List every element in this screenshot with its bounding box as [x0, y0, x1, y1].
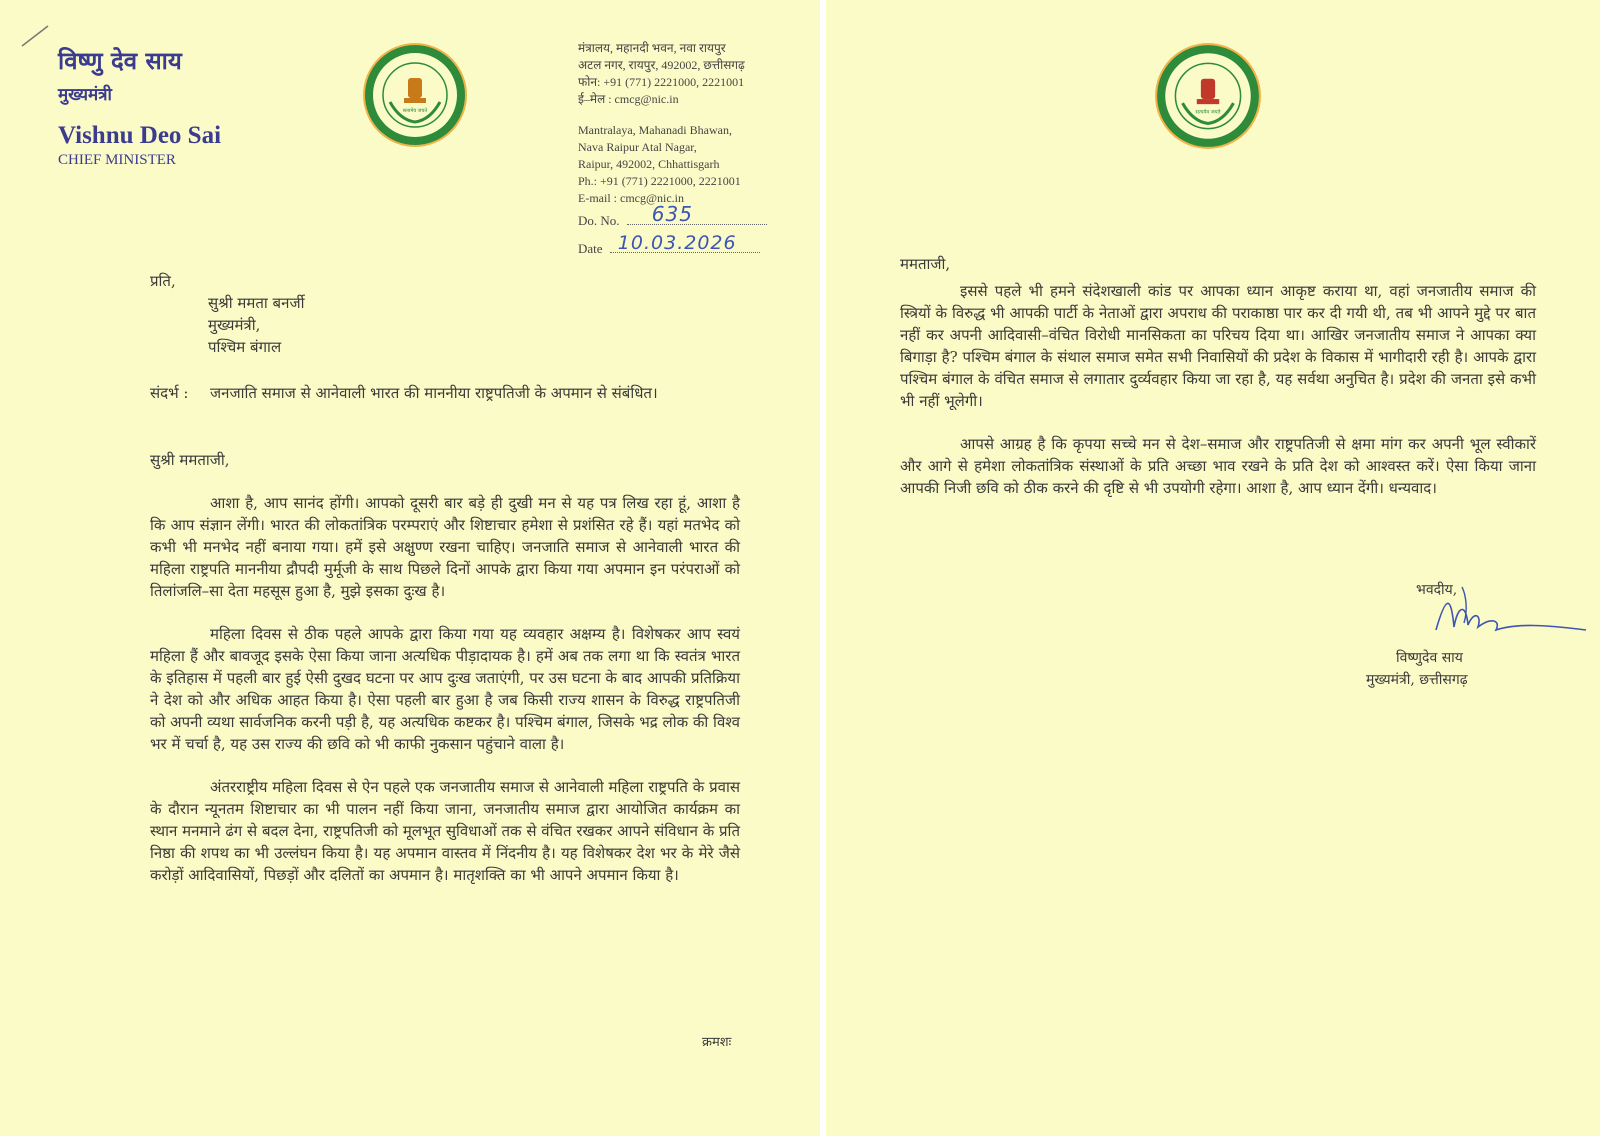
subject-block	[150, 382, 740, 404]
do-number-label: Do. No.	[578, 213, 620, 228]
recipient-line: मुख्यमंत्री,	[208, 316, 261, 334]
subject-text: जनजाति समाज से आनेवाली भारत की माननीया राष्ट्रपतिजी के अपमान से संबंधित।	[210, 384, 658, 402]
body-paragraph: आपसे आग्रह है कि कृपया सच्चे मन से देश–समाज और राष्ट्रपतिजी से क्षमा मांग कर अपनी भूल स्वीकारें और आगे से हमेशा लोकतांत्रिक संस्थाओं के प्रति अच्छा भाव रखने के प्रति देश को आश्वस्त करें। ऐसा किया जाना आपकी निजी छवि को ठीक करने की दृष्टि से भी उपयोगी रहेगा। आशा है, आप ध्यान देंगी। धन्यवाद।	[900, 435, 1536, 497]
address-line: Raipur, 492002, Chhattisgarh	[578, 157, 720, 171]
address-line: Mantralaya, Mahanadi Bhawan,	[578, 123, 732, 137]
pen-mark-icon	[18, 20, 58, 50]
letterhead-name-hindi: विष्णु देव साय	[58, 46, 182, 75]
salutation: सुश्री ममताजी,	[150, 451, 230, 469]
date-label: Date	[578, 241, 603, 256]
recipient-line: पश्चिम बंगाल	[208, 338, 282, 356]
letterhead-name-english: Vishnu Deo Sai	[58, 122, 222, 149]
signer-name: विष्णुदेव साय	[1396, 650, 1463, 666]
subject-label: संदर्भ :	[150, 384, 189, 402]
chhattisgarh-emblem-icon	[1152, 40, 1264, 152]
do-number-row	[578, 202, 767, 229]
address-line: मंत्रालय, महानदी भवन, नवा रायपुर	[578, 41, 726, 55]
signoff: भवदीय,	[1416, 582, 1458, 598]
recipient-line: सुश्री ममता बनर्जी	[208, 294, 305, 312]
chhattisgarh-emblem-icon	[360, 40, 470, 150]
address-line: Nava Raipur Atal Nagar,	[578, 140, 697, 154]
address-line: Ph.: +91 (771) 2221000, 2221001	[578, 174, 741, 188]
address-line: अटल नगर, रायपुर, 492002, छत्तीसगढ़	[578, 58, 745, 72]
address-line: फोन: +91 (771) 2221000, 2221001	[578, 75, 745, 89]
svg-text:सत्यमेव जयते: सत्यमेव जयते	[402, 108, 428, 114]
address-line: E-mail : cmcg@nic.in	[578, 191, 685, 205]
recipient-line: प्रति,	[150, 272, 176, 290]
body-paragraph: आशा है, आप सानंद होंगी। आपको दूसरी बार बड़े ही दुखी मन से यह पत्र लिख रहा हूं, आशा है कि आप संज्ञान लेंगी। भारत की लोकतांत्रिक परम्पराएं और शिष्टाचार हमेशा से प्रशंसित रहे हैं। यहां मतभेद को कभी भी मनभेद नहीं बनाया गया। हमें इसे अक्षुण्ण रखना चाहिए। जनजाति समाज से आनेवाली भारत की महिला राष्ट्रपति माननीया द्रौपदी मुर्मूजी के साथ पिछले दिनों आपके द्वारा किया गया अपमान इन परंपराओं को तिलांजलि–सा देता महसूस हुआ है, मुझे इसका दुःख है।	[150, 494, 740, 600]
letter-page-2	[826, 0, 1600, 1136]
body-paragraph: इससे पहले भी हमने संदेशखाली कांड पर आपका ध्यान आकृष्ट कराया था, वहां जनजातीय समाज की स्त्रियों के विरुद्ध भी आपकी पार्टी के नेताओं द्वारा अपराध की पराकाष्ठा पार कर दी गयी थी, तब भी आपने मुद्दे पर बात नहीं कर अपनी आदिवासी–वंचित विरोधी मानसिकता का परिचय दिया था। आखिर जनजातीय समाज ने आपका क्या बिगाड़ा है? पश्चिम बंगाल के संथाल समाज समेत सभी निवासियों की प्रदेश के विकास में भागीदारी रही है। आपके द्वारा पश्चिम बंगाल के वंचित समाज से लगातार दुर्व्यवहार किया जा रहा है, यह सर्वथा अनुचित है। प्रदेश की जनता इसे कभी भी नहीं भूलेगी।	[900, 282, 1536, 410]
signature-icon	[1396, 575, 1600, 655]
letterhead-title-hindi: मुख्यमंत्री	[58, 85, 112, 105]
date-value: 10.03.2026	[617, 232, 737, 254]
letterhead-address	[578, 40, 808, 207]
do-number-value: 635	[651, 202, 693, 226]
body-paragraph: महिला दिवस से ठीक पहले आपके द्वारा किया गया यह व्यवहार अक्षम्य है। विशेषकर आप स्वयं महिला हैं और बावजूद इसके ऐसा किया जाना अत्यधिक पीड़ादायक है। हमें अब तक लगा था कि स्वतंत्र भारत के इतिहास में पहली बार हुई ऐसी दुखद घटना पर आप दुःख जताएंगी, पर उस घटना के बाद आपकी प्रतिक्रिया ने देश को और अधिक आहत किया है। ऐसा पहली बार हुआ है जब किसी राज्य शासन के विरुद्ध राष्ट्रपतिजी को अपनी व्यथा सार्वजनिक करनी पड़ी है, यह अत्यधिक कष्टकर है। पश्चिम बंगाल, जिसके भद्र लोक की विश्व भर में चर्चा है, यह उस राज्य की छवि को भी काफी नुकसान पहुंचाने वाला है।	[150, 625, 740, 753]
continued-mark: क्रमशः	[702, 1035, 732, 1050]
address-line: ई–मेल : cmcg@nic.in	[578, 92, 679, 106]
salutation: ममताजी,	[900, 255, 951, 273]
date-row	[578, 232, 760, 257]
letterhead-title-english: CHIEF MINISTER	[58, 152, 176, 168]
letter-body	[150, 492, 740, 907]
signer-title: मुख्यमंत्री, छत्तीसगढ़	[1366, 672, 1468, 688]
recipient-block	[150, 270, 304, 358]
svg-text:सत्यमेव जयते: सत्यमेव जयते	[1195, 109, 1221, 116]
body-paragraph: अंतरराष्ट्रीय महिला दिवस से ऐन पहले एक जनजातीय समाज से आनेवाली महिला राष्ट्रपति के प्रवास के दौरान न्यूनतम शिष्टाचार का भी पालन नहीं किया जाना, जनजातीय समाज द्वारा आयोजित कार्यक्रम का स्थान मनमाने ढंग से बदल देना, राष्ट्रपतिजी को मूलभूत सुविधाओं तक से वंचित रखकर आपने संविधान के प्रति निष्ठा की शपथ का भी उल्लंघन किया है। यह अपमान वास्तव में निंदनीय है। यह विशेषकर देश भर के मेरे जैसे करोड़ों आदिवासियों, पिछड़ों और दलितों का अपमान है। मातृशक्ति का भी आपने अपमान किया है।	[150, 778, 740, 884]
letter-body	[900, 280, 1536, 520]
